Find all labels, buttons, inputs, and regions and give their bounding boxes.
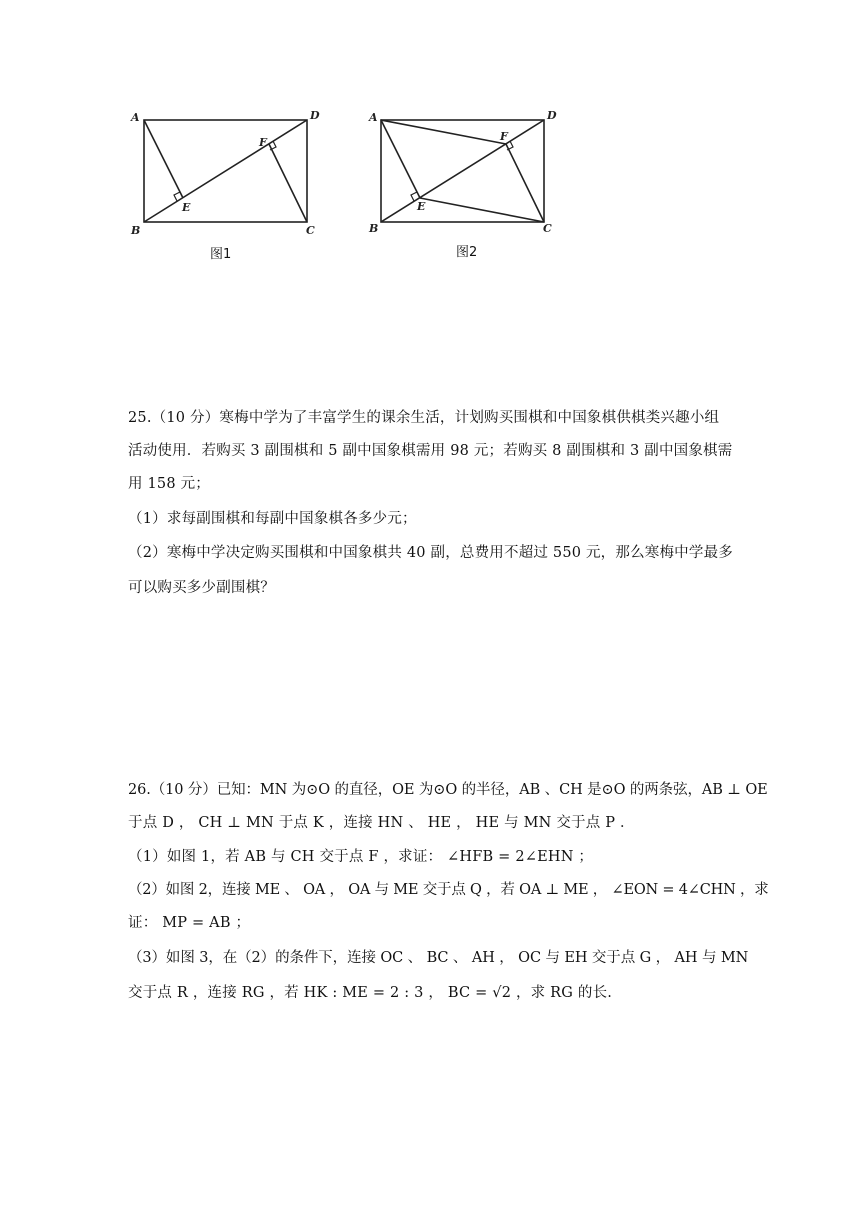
q25-line-2: 活动使用．若购买 3 副围棋和 5 副中国象棋需用 98 元；若购买 8 副围棋和 3 副中国象棋需 [128, 443, 733, 459]
label-d: D [310, 109, 320, 122]
label-c: C [543, 222, 552, 235]
segment-ae [381, 120, 420, 198]
figure-2-caption: 图2 [456, 245, 478, 260]
figure-1-caption: 图1 [210, 247, 232, 262]
q26-part-3-line-2: 交于点 R ，连接 RG ，若 HK : ME = 2 : 3 ， BC = √2 ，求 RG 的长. [128, 985, 613, 1001]
figure-1 [128, 104, 338, 244]
label-f: F [259, 136, 267, 149]
label-e: E [182, 201, 191, 214]
q26-line-2: 于点 D ， CH ⊥ MN 于点 K ，连接 HN 、 HE ， HE 与 MN 交于点 P ． [128, 815, 635, 831]
segment-cf [269, 144, 307, 222]
q25-part-2-line-1: （2）寒梅中学决定购买围棋和中国象棋共 40 副，总费用不超过 550 元，那么寒梅中学最多 [128, 545, 733, 561]
label-b: B [369, 222, 379, 235]
label-a: A [131, 111, 140, 124]
q26-part-2-line-2: 证： MP = AB ； [128, 915, 251, 931]
q26-part-2-line-1: （2）如图 2，连接 ME 、 OA ， OA 与 ME 交于点 Q ，若 OA ⊥ ME ， ∠EON = 4∠CHN ，求 [128, 882, 769, 898]
q26-line-1: 26.（10 分）已知：MN 为⊙O 的直径，OE 为⊙O 的半径，AB 、CH 是⊙O 的两条弦，AB ⊥ OE [128, 782, 768, 798]
segment-af [381, 120, 506, 144]
q26-part-3-line-1: （3）如图 3，在（2）的条件下，连接 OC 、 BC 、 AH ， OC 与 EH 交于点 G ， AH 与 MN [128, 950, 749, 966]
label-f: F [500, 130, 508, 143]
label-e: E [417, 200, 426, 213]
q26-part-1: （1）如图 1，若 AB 与 CH 交于点 F ，求证： ∠HFB = 2∠EHN ； [128, 849, 594, 865]
segment-ec [420, 198, 544, 222]
figure-2 [365, 104, 575, 244]
label-a: A [369, 111, 378, 124]
q25-line-3: 用 158 元； [128, 476, 210, 492]
segment-ae [144, 120, 183, 198]
label-c: C [306, 224, 315, 237]
label-b: B [131, 224, 141, 237]
q25-part-2-line-2: 可以购买多少副围棋？ [128, 580, 275, 596]
label-d: D [547, 109, 557, 122]
segment-cf [506, 144, 544, 222]
q25-line-1: 25.（10 分）寒梅中学为了丰富学生的课余生活，计划购买围棋和中国象棋供棋类兴趣小组 [128, 410, 720, 426]
q25-part-1: （1）求每副围棋和每副中国象棋各多少元； [128, 511, 417, 527]
